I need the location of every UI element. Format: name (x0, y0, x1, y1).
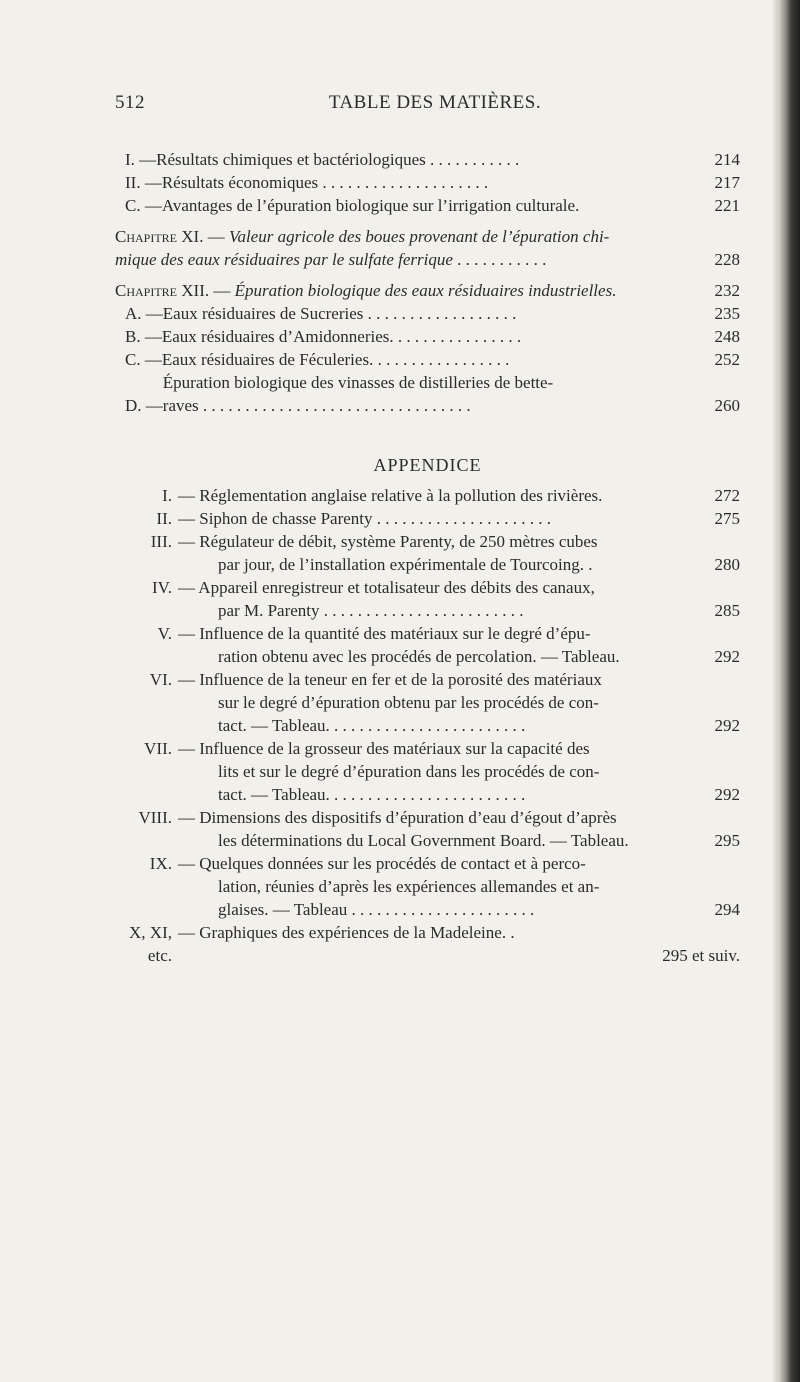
appendix-entry (115, 921, 740, 967)
appendix-numeral: III. (150, 532, 172, 551)
appendix-page: 294 (714, 900, 740, 919)
appendix-heading: APPENDICE (373, 455, 482, 475)
appendix-numeral: VII. (144, 739, 172, 758)
appendix-page: 272 (714, 486, 740, 505)
appendix-text-line: par M. Parenty . . . . . . . . . . . . . . . . . . . . . . . . (218, 601, 524, 620)
appendix-entry (115, 737, 740, 806)
entry-marker: D. — (125, 396, 163, 415)
page-number: 512 (115, 92, 145, 113)
appendix-entry (115, 507, 740, 530)
appendix-text (178, 921, 630, 967)
appendix-page: 292 (714, 785, 740, 804)
appendix-page: 285 (714, 601, 740, 620)
entry-marker: C. — (125, 350, 162, 369)
appendix-page: 292 (714, 647, 740, 666)
appendix-text (178, 484, 680, 507)
toc-appendix (115, 484, 740, 967)
appendix-text (178, 668, 680, 737)
entry-page: 260 (714, 396, 740, 415)
entry-marker: B. — (125, 327, 162, 346)
chapter-sep: — (209, 281, 235, 300)
entry-text: Eaux résiduaires de Sucreries . . . . . . . . . . . . . . . . . . (162, 304, 517, 323)
entry-text: Avantages de l’épuration biologique sur l’irrigation culturale. (161, 196, 580, 215)
entry-marker: I. — (125, 150, 157, 169)
appendix-text-line: ration obtenu avec les procédés de percolation. — Tableau. (218, 647, 620, 666)
entry-text: Eaux résiduaires d’Amidonneries. . . . . . . . . . . . . . . . (161, 327, 522, 346)
entry-text-line1: Épuration biologique des vinasses de distilleries de bette- (162, 373, 554, 392)
chapter-title-line1: Valeur agricole des boues provenant de l’épuration chi- (228, 227, 610, 246)
appendix-text (178, 737, 680, 806)
appendix-text-line: — Influence de la quantité des matériaux sur le degré d’épu- (178, 624, 591, 643)
appendix-text-line: sur le degré d’épuration obtenu par les procédés de con- (218, 693, 599, 712)
appendix-text-line: — Quelques données sur les procédés de contact et à perco- (178, 854, 586, 873)
appendix-text-line: — Siphon de chasse Parenty . . . . . . . . . . . . . . . . . . . . . (178, 509, 552, 528)
chapter-page: 232 (714, 281, 740, 300)
entry-page: 221 (714, 196, 740, 215)
book-spine-edge (778, 0, 800, 1382)
appendix-entry (115, 852, 740, 921)
toc-entry (115, 348, 740, 371)
appendix-entry (115, 576, 740, 622)
entry-text: Eaux résiduaires de Féculeries. . . . . . . . . . . . . . . . . (161, 350, 510, 369)
chapter-page: 228 (714, 250, 740, 269)
entry-page: 248 (714, 327, 740, 346)
toc-chapter-11 (115, 225, 740, 271)
entry-marker: II. — (125, 173, 162, 192)
entry-marker: C. — (125, 196, 162, 215)
appendix-text (178, 576, 680, 622)
chapter-label: Chapitre XII. (115, 281, 210, 300)
appendix-text (178, 530, 680, 576)
appendix-numeral: II. (156, 509, 172, 528)
toc-entry (115, 325, 740, 348)
appendix-text-line: lits et sur le degré d’épuration dans les procédés de con- (218, 762, 600, 781)
appendix-text (178, 806, 680, 852)
appendix-text-line: — Graphiques des expériences de la Madeleine. . (178, 923, 515, 942)
entry-page: 217 (714, 173, 740, 192)
toc-entry (115, 148, 740, 171)
appendix-numeral: V. (157, 624, 172, 643)
appendix-numeral: I. (162, 486, 172, 505)
entry-text: Résultats économiques . . . . . . . . . . . . . . . . . . . . (161, 173, 489, 192)
appendix-entry (115, 484, 740, 507)
chapter-title-line2: mique des eaux résiduaires par le sulfate ferrique (115, 250, 453, 269)
appendix-entry (115, 668, 740, 737)
toc-entry (115, 171, 740, 194)
appendix-text-line: — Régulateur de débit, système Parenty, de 250 mètres cubes (178, 532, 598, 551)
entry-page: 252 (714, 350, 740, 369)
chapter-title: Épuration biologique des eaux résiduaires industrielles. (234, 281, 617, 300)
appendix-entry (115, 622, 740, 668)
appendix-text-line: tact. — Tableau. . . . . . . . . . . . . . . . . . . . . . . . (218, 716, 526, 735)
appendix-page: 295 (714, 831, 740, 850)
appendix-numeral: IV. (152, 578, 172, 597)
appendix-entry (115, 806, 740, 852)
appendix-text (178, 507, 680, 530)
entry-text: Résultats chimiques et bactériologiques . . . . . . . . . . . (156, 150, 520, 169)
appendix-text-line: lation, réunies d’après les expériences allemandes et an- (218, 877, 600, 896)
chapter-sep: — (203, 227, 229, 246)
appendix-text-line: glaises. — Tableau . . . . . . . . . . . . . . . . . . . . . . (218, 900, 535, 919)
toc-section-top (115, 148, 740, 417)
entry-page: 235 (714, 304, 740, 323)
toc-entry (115, 371, 740, 417)
toc-entry (115, 302, 740, 325)
appendix-text-line: par jour, de l’installation expérimentale de Tourcoing. . (218, 555, 593, 574)
entry-text-line2: raves . . . . . . . . . . . . . . . . . . . . . . . . . . . . . . . . (162, 396, 471, 415)
page-header (115, 92, 755, 118)
appendix-text (178, 622, 680, 668)
chapter-label: Chapitre XI. (115, 227, 204, 246)
appendix-entry (115, 530, 740, 576)
appendix-numeral: VI. (149, 670, 172, 689)
appendix-text-line: — Influence de la teneur en fer et de la porosité des matériaux (178, 670, 602, 689)
appendix-page: 292 (714, 716, 740, 735)
appendix-page: 275 (714, 509, 740, 528)
toc-chapter-12 (115, 279, 740, 302)
appendix-numeral: IX. (149, 854, 172, 873)
appendix-page: 280 (714, 555, 740, 574)
appendix-numeral: X, XI, etc. (129, 923, 172, 965)
appendix-text-line: — Dimensions des dispositifs d’épuration d’eau d’égout d’après (178, 808, 617, 827)
appendix-text-line: les déterminations du Local Government Board. — Tableau. (218, 831, 629, 850)
appendix-text-line: — Appareil enregistreur et totalisateur des débits des canaux, (178, 578, 595, 597)
appendix-text-line: tact. — Tableau. . . . . . . . . . . . . . . . . . . . . . . . (218, 785, 526, 804)
appendix-text (178, 852, 680, 921)
appendix-text-line: — Influence de la grosseur des matériaux sur la capacité des (178, 739, 590, 758)
appendix-text-line: — Réglementation anglaise relative à la pollution des rivières. (178, 486, 603, 505)
toc-entry (115, 194, 740, 217)
appendix-page: 295 et suiv. (662, 946, 740, 965)
running-title: TABLE DES MATIÈRES. (328, 92, 542, 113)
entry-page: 214 (714, 150, 740, 169)
appendix-numeral: VIII. (138, 808, 172, 827)
chapter-dots: . . . . . . . . . . . (452, 250, 547, 269)
entry-marker: A. — (125, 304, 163, 323)
